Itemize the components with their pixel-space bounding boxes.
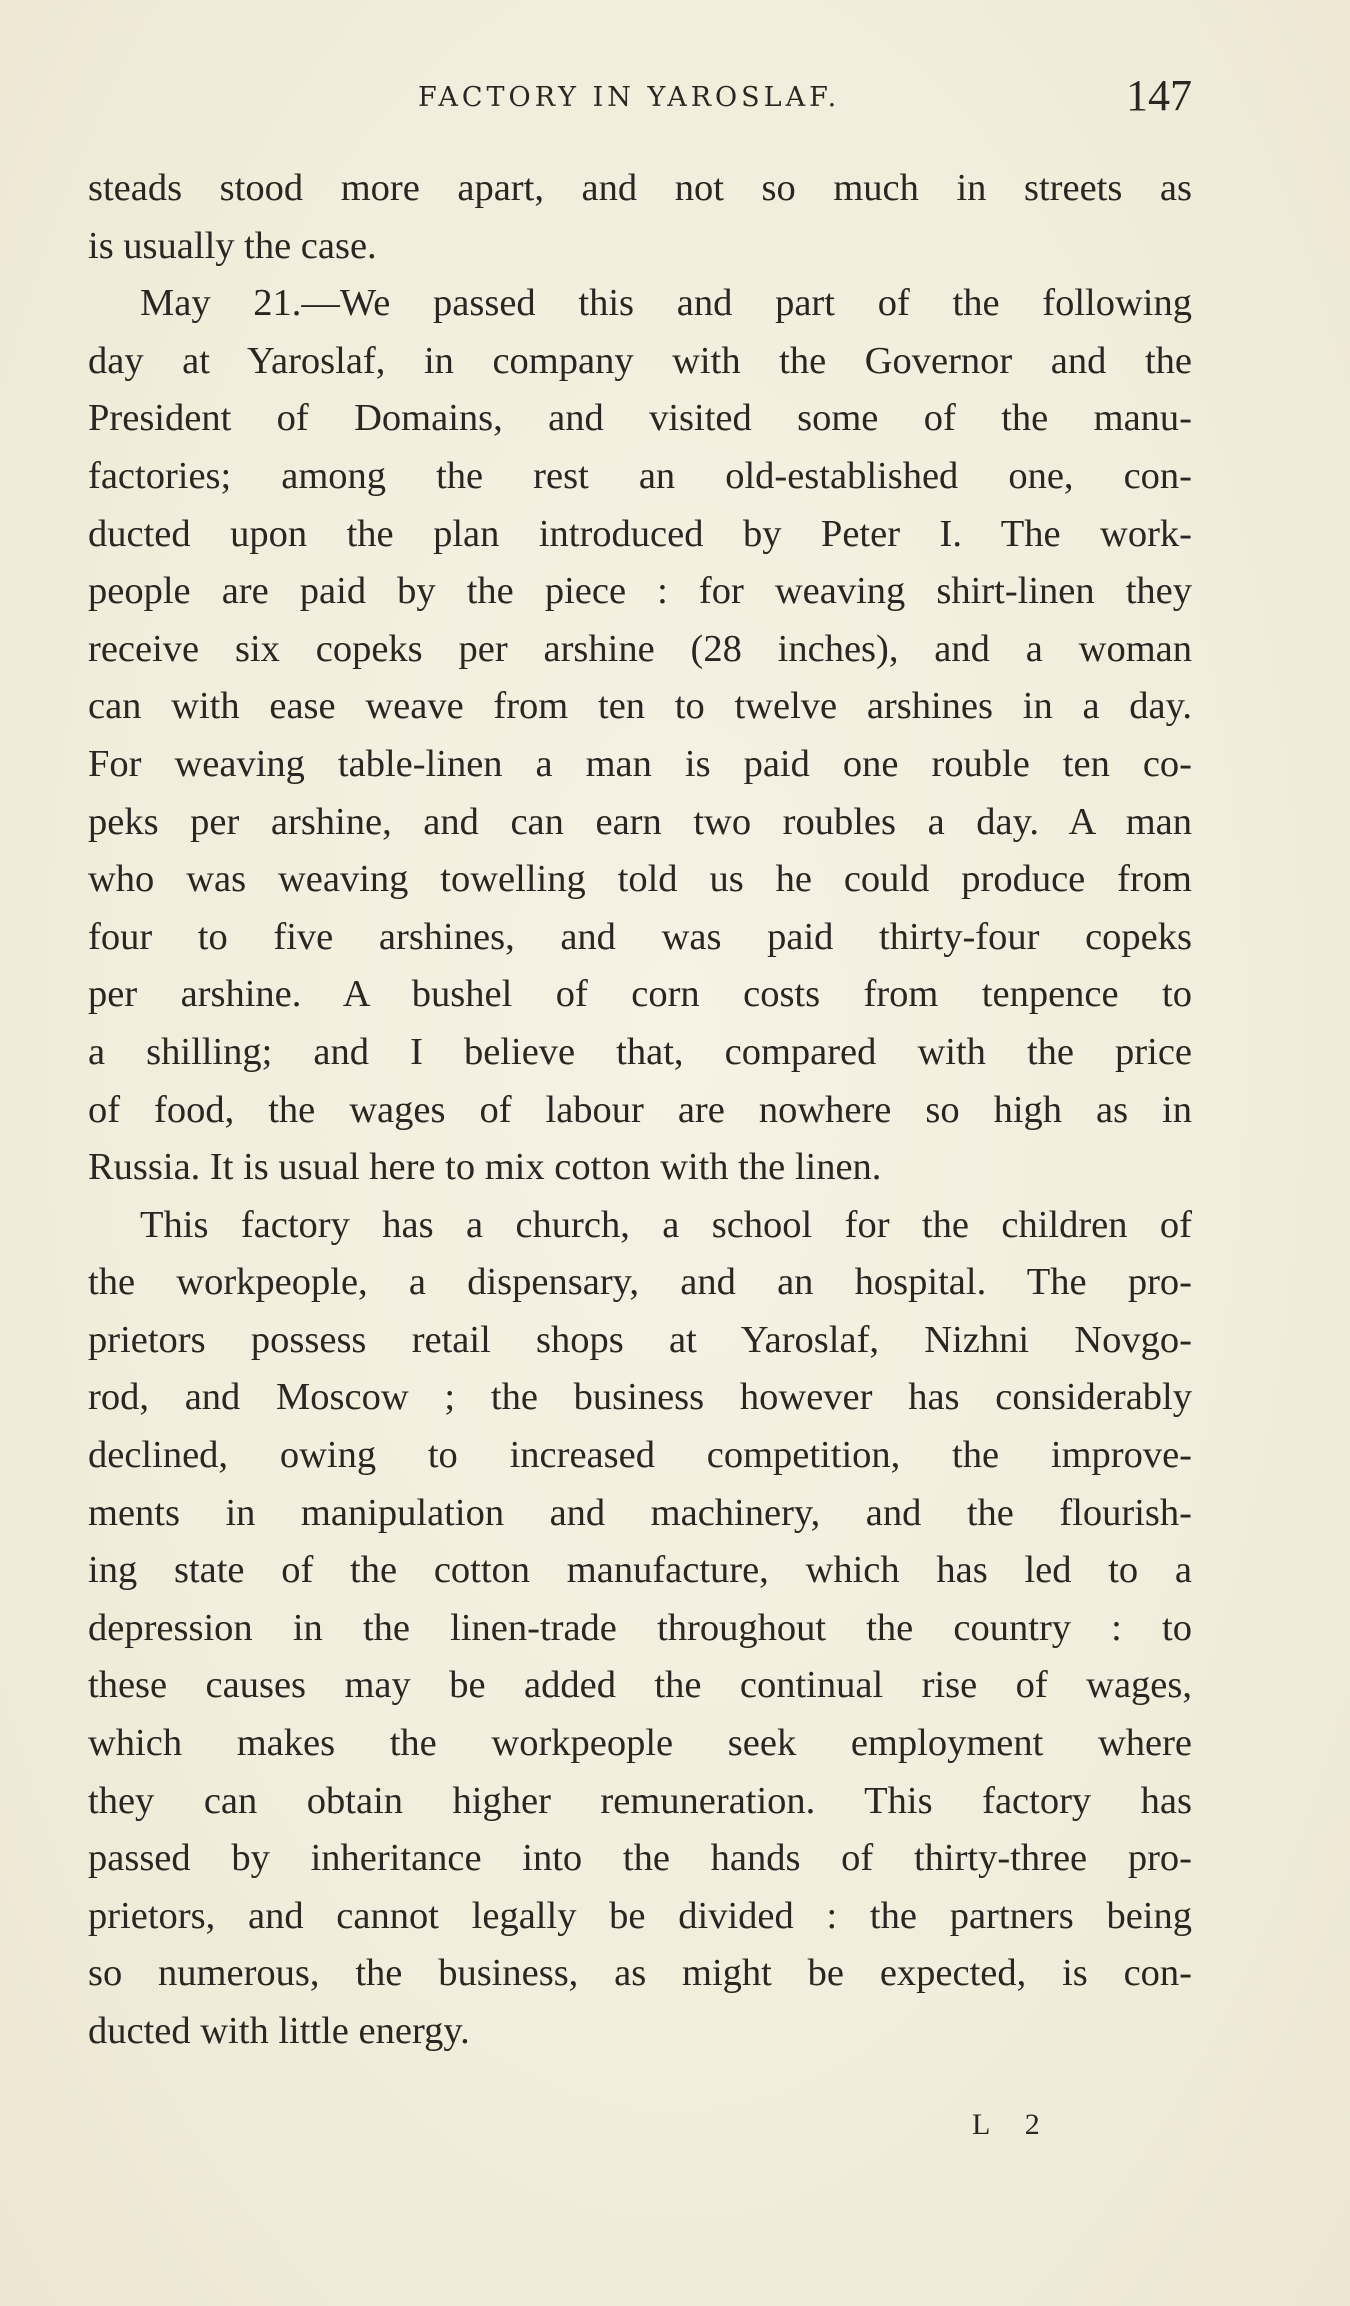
text-line: prietors possess retail shops at Yaroslaf, Nizhni Novgo- bbox=[88, 1318, 1192, 1361]
text-line: steads stood more apart, and not so much in streets as bbox=[88, 167, 1192, 209]
text-line: President of Domains, and visited some of the manu- bbox=[88, 397, 1192, 440]
signature-mark: L 2 bbox=[972, 2108, 1054, 2141]
text-line: Russia. It is usual here to mix cotton with the linen. bbox=[88, 1146, 882, 1189]
text-line: is usually the case. bbox=[88, 224, 377, 267]
text-line: four to five arshines, and was paid thirty-four copeks bbox=[88, 915, 1192, 958]
text-line: these causes may be added the continual rise of wages, bbox=[88, 1664, 1192, 1707]
text-line: ducted upon the plan introduced by Peter I. The work- bbox=[88, 512, 1192, 555]
text-line: they can obtain higher remuneration. This factory has bbox=[88, 1779, 1192, 1822]
page-number: 147 bbox=[1126, 71, 1192, 120]
text-line: the workpeople, a dispensary, and an hospital. The pro- bbox=[88, 1261, 1192, 1304]
text-line: can with ease weave from ten to twelve arshines in a day. bbox=[88, 685, 1192, 728]
page-header bbox=[88, 62, 1192, 132]
text-line: declined, owing to increased competition, the improve- bbox=[88, 1434, 1192, 1477]
text-line: ing state of the cotton manufacture, which has led to a bbox=[88, 1549, 1192, 1592]
text-line: of food, the wages of labour are nowhere so high as in bbox=[88, 1088, 1192, 1131]
text-line: so numerous, the business, as might be expected, is con- bbox=[88, 1952, 1192, 1995]
text-line: For weaving table-linen a man is paid one rouble ten co- bbox=[88, 742, 1192, 785]
body-text bbox=[88, 160, 1192, 2061]
text-line: passed by inheritance into the hands of thirty-three pro- bbox=[88, 1837, 1192, 1880]
text-line: a shilling; and I believe that, compared with the price bbox=[88, 1030, 1192, 1073]
text-line: depression in the linen-trade throughout the country : to bbox=[88, 1606, 1192, 1649]
text-line: This factory has a church, a school for the children of bbox=[140, 1203, 1192, 1246]
running-head: FACTORY IN YAROSLAF. bbox=[418, 82, 841, 113]
text-line: prietors, and cannot legally be divided : the partners being bbox=[88, 1894, 1192, 1937]
text-line: receive six copeks per arshine (28 inches), and a woman bbox=[88, 627, 1192, 670]
text-line: per arshine. A bushel of corn costs from tenpence to bbox=[88, 973, 1192, 1016]
text-line: people are paid by the piece : for weaving shirt-linen they bbox=[88, 570, 1192, 613]
text-line: who was weaving towelling told us he could produce from bbox=[88, 858, 1192, 901]
text-line: peks per arshine, and can earn two roubles a day. A man bbox=[88, 800, 1192, 843]
text-line: which makes the workpeople seek employment where bbox=[88, 1722, 1192, 1765]
text-line: ducted with little energy. bbox=[88, 2010, 470, 2052]
text-line: May 21.—We passed this and part of the following bbox=[140, 282, 1192, 325]
text-line: factories; among the rest an old-established one, con- bbox=[88, 454, 1192, 497]
text-line: rod, and Moscow ; the business however has considerably bbox=[88, 1376, 1192, 1419]
text-line: day at Yaroslaf, in company with the Governor and the bbox=[88, 339, 1192, 382]
text-line: ments in manipulation and machinery, and the flourish- bbox=[88, 1491, 1192, 1534]
